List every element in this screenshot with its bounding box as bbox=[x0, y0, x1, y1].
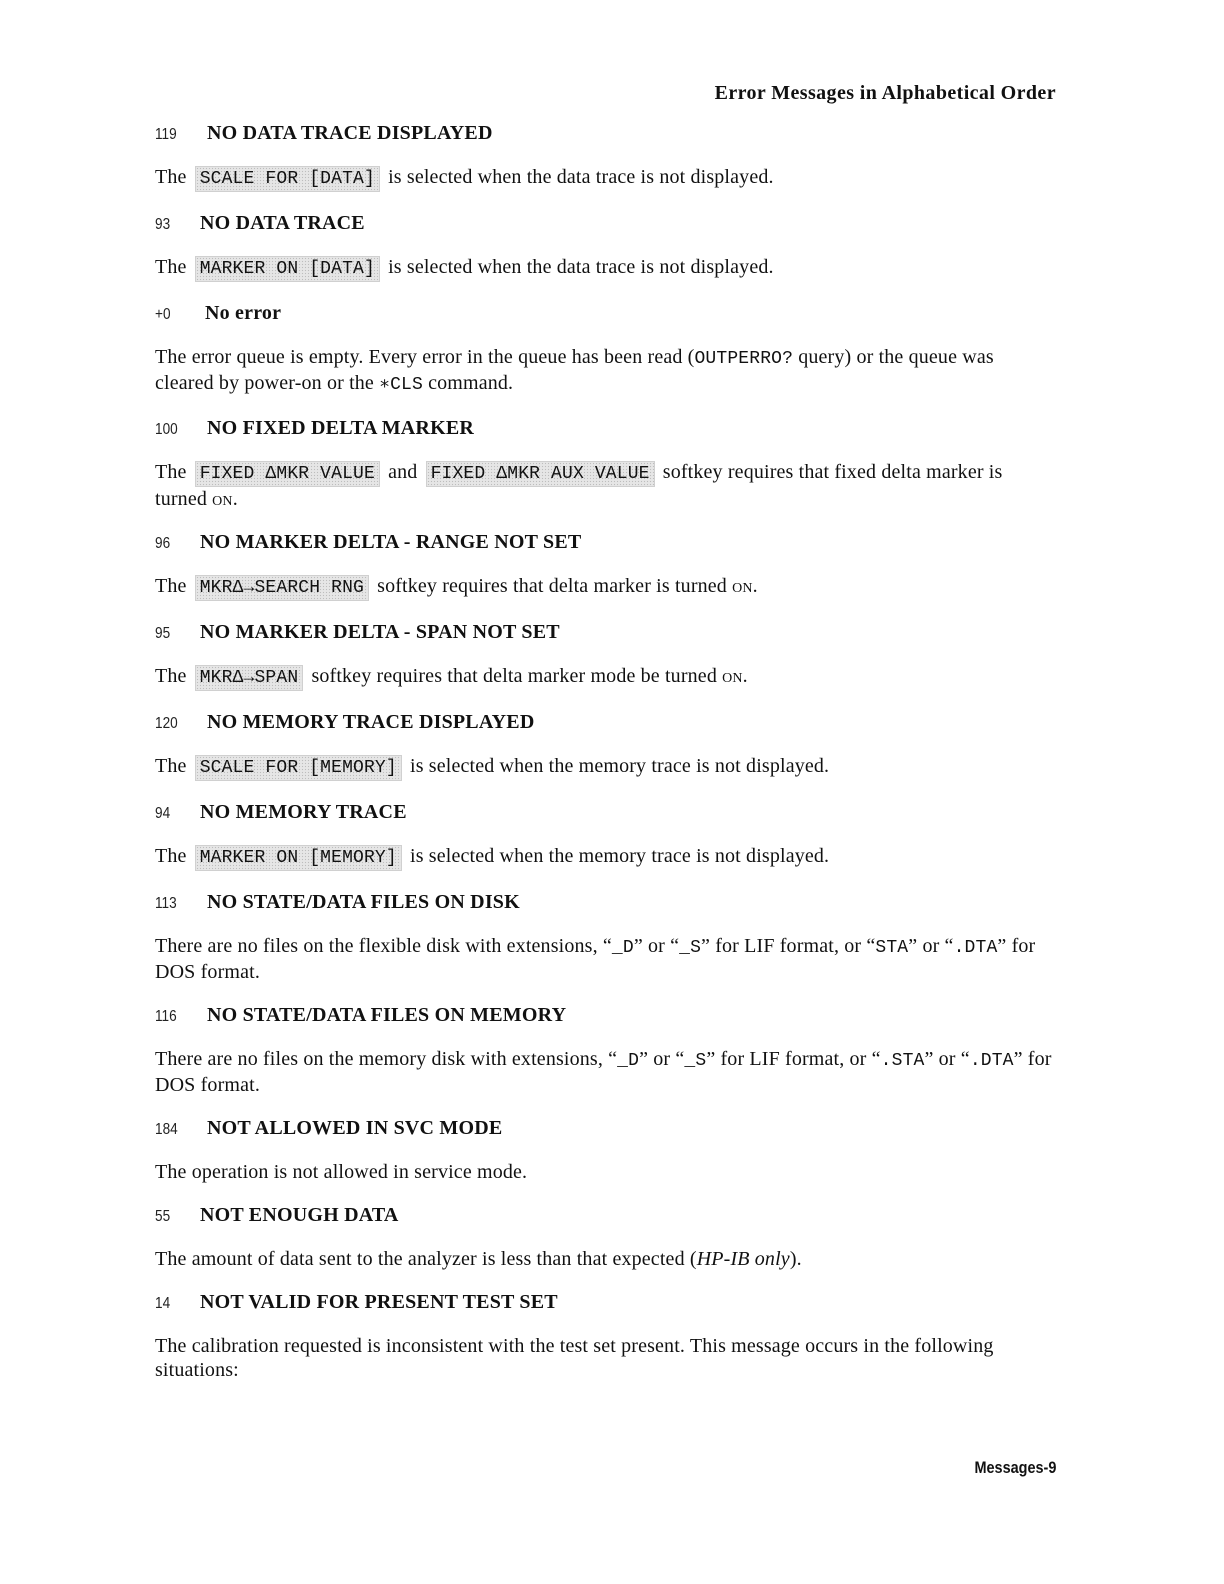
error-title: NOT ENOUGH DATA bbox=[200, 1204, 399, 1226]
error-description: The MKRΔ→SEARCH RNG softkey requires that delta marker is turned on. bbox=[155, 574, 1055, 601]
error-code: 184 bbox=[155, 1121, 178, 1138]
error-description: There are no files on the memory disk with extensions, “_D” or “_S” for LIF format, or “.STA” or “.DTA” for DOS format. bbox=[155, 1048, 1052, 1096]
error-entry-119 bbox=[155, 122, 1055, 192]
error-title: NOT VALID FOR PRESENT TEST SET bbox=[200, 1291, 558, 1313]
error-entry-116 bbox=[155, 1004, 1055, 1097]
error-title: NO DATA TRACE bbox=[200, 212, 365, 234]
error-entry-55 bbox=[155, 1204, 1055, 1271]
error-entry-14 bbox=[155, 1291, 1055, 1382]
error-description: The MKRΔ→SPAN softkey requires that delta marker mode be turned on. bbox=[155, 664, 1055, 691]
error-description: The SCALE FOR [MEMORY] is selected when the memory trace is not displayed. bbox=[155, 754, 1055, 781]
page-number: Messages-9 bbox=[974, 1458, 1056, 1477]
error-description: The amount of data sent to the analyzer is less than that expected (HP-IB only). bbox=[155, 1248, 802, 1270]
error-entry-no-error bbox=[155, 302, 1055, 397]
error-code: 14 bbox=[155, 1295, 171, 1312]
error-description: The FIXED ΔMKR VALUE and FIXED ΔMKR AUX VALUE softkey requires that fixed delta marker is turned on. bbox=[155, 461, 1003, 510]
error-description: The MARKER ON [MEMORY] is selected when the memory trace is not displayed. bbox=[155, 844, 1055, 871]
error-code: 119 bbox=[155, 126, 177, 143]
softkey-mkr-delta-search-rng: MKRΔ→SEARCH RNG bbox=[195, 575, 369, 601]
error-description: The operation is not allowed in service mode. bbox=[155, 1161, 528, 1183]
error-description: The MARKER ON [DATA] is selected when the data trace is not displayed. bbox=[155, 255, 1055, 282]
error-message-list bbox=[155, 122, 1055, 1382]
error-title: NOT ALLOWED IN SVC MODE bbox=[207, 1117, 503, 1139]
error-entry-94 bbox=[155, 801, 1055, 871]
error-code: 55 bbox=[155, 1208, 171, 1225]
error-title: NO STATE/DATA FILES ON MEMORY bbox=[207, 1004, 567, 1026]
softkey-fixed-dmkr-value: FIXED ΔMKR VALUE bbox=[195, 461, 380, 487]
error-entry-100 bbox=[155, 417, 1055, 511]
softkey-fixed-dmkr-aux-value: FIXED ΔMKR AUX VALUE bbox=[426, 461, 655, 487]
error-description: The calibration requested is inconsistent with the test set present. This message occurs in the following situations: bbox=[155, 1335, 994, 1381]
error-title: NO DATA TRACE DISPLAYED bbox=[207, 122, 493, 144]
error-title: NO FIXED DELTA MARKER bbox=[207, 417, 475, 439]
error-title: NO MARKER DELTA - RANGE NOT SET bbox=[200, 531, 582, 553]
error-entry-184 bbox=[155, 1117, 1055, 1184]
error-code: 94 bbox=[155, 805, 171, 822]
error-code: 95 bbox=[155, 625, 171, 642]
error-code: 100 bbox=[155, 421, 178, 438]
error-entry-113 bbox=[155, 891, 1055, 984]
error-title: NO MEMORY TRACE DISPLAYED bbox=[207, 711, 535, 733]
softkey-scale-for-data: SCALE FOR [DATA] bbox=[195, 166, 380, 192]
error-entry-120 bbox=[155, 711, 1055, 781]
softkey-mkr-delta-span: MKRΔ→SPAN bbox=[195, 665, 304, 691]
error-description: The SCALE FOR [DATA] is selected when the data trace is not displayed. bbox=[155, 165, 1055, 192]
softkey-scale-for-memory: SCALE FOR [MEMORY] bbox=[195, 755, 402, 781]
error-entry-93 bbox=[155, 212, 1055, 282]
error-title: NO MARKER DELTA - SPAN NOT SET bbox=[200, 621, 560, 643]
error-title: No error bbox=[205, 302, 282, 324]
error-description: The error queue is empty. Every error in the queue has been read (OUTPERRO? query) or the queue was cleared by power-on or the ∗CLS command. bbox=[155, 346, 994, 395]
error-code: +0 bbox=[155, 306, 171, 323]
running-header: Error Messages in Alphabetical Order bbox=[714, 82, 1056, 104]
error-entry-96 bbox=[155, 531, 1055, 601]
error-title: NO MEMORY TRACE bbox=[200, 801, 407, 823]
error-title: NO STATE/DATA FILES ON DISK bbox=[207, 891, 520, 913]
error-code: 93 bbox=[155, 216, 171, 233]
error-code: 96 bbox=[155, 535, 171, 552]
error-code: 113 bbox=[155, 895, 177, 912]
error-code: 120 bbox=[155, 715, 178, 732]
error-code: 116 bbox=[155, 1008, 177, 1025]
error-description: There are no files on the flexible disk with extensions, “_D” or “_S” for LIF format, or “STA” or “.DTA” for DOS format. bbox=[155, 935, 1036, 983]
error-entry-95 bbox=[155, 621, 1055, 691]
softkey-marker-on-memory: MARKER ON [MEMORY] bbox=[195, 845, 402, 871]
softkey-marker-on-data: MARKER ON [DATA] bbox=[195, 256, 380, 282]
